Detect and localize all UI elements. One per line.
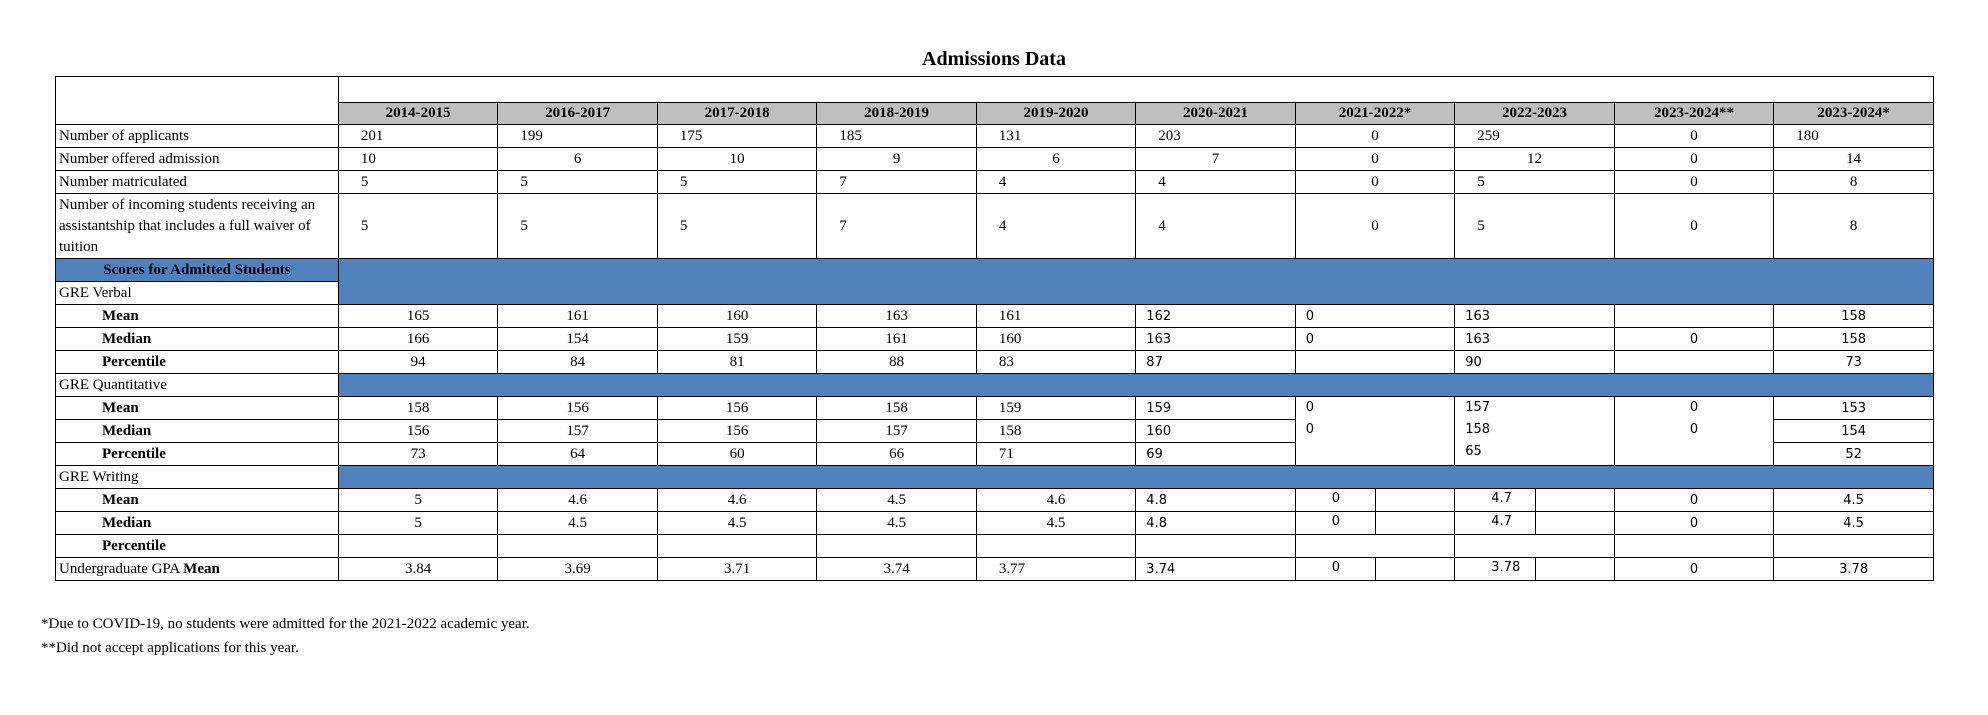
table-cell: 87 [1136,351,1295,374]
table-cell: 0 [1614,489,1773,512]
page-title: Admissions Data [922,48,1066,70]
table-cell: 157 [817,420,976,443]
table-cell: 0 [1614,148,1773,171]
split-blank [1375,512,1454,534]
table-cell: 0 [1295,328,1454,351]
table-cell: 165 [338,305,497,328]
table-cell: 14 [1774,148,1934,171]
table-cell: 5 [338,171,497,194]
corner-cell [56,77,339,125]
merged-value: 65 [1465,444,1482,459]
table-cell: 7 [1136,148,1295,171]
table-cell: 5 [1455,171,1614,194]
row-label: Median [56,420,339,443]
table-cell: 5 [657,194,816,259]
row-label: Number matriculated [56,171,339,194]
applicants-row [56,125,1934,148]
table-cell: 8 [1774,171,1934,194]
split-blank [1535,512,1614,534]
table-cell: 4.5 [1774,512,1934,535]
split-value: 0 [1331,491,1341,506]
table-cell: 156 [657,397,816,420]
table-cell: 166 [338,328,497,351]
section-band [338,466,1933,489]
year-header: 2018-2019 [817,103,976,125]
table-cell: 83 [976,351,1135,374]
table-cell: 175 [657,125,816,148]
row-label: Percentile [56,535,339,558]
table-cell: 69 [1136,443,1295,466]
table-cell: 66 [817,443,976,466]
table-cell: 0 [1295,148,1454,171]
table-cell: 161 [976,305,1135,328]
table-cell: 3.78 [1774,558,1934,581]
table-cell: 10 [657,148,816,171]
verbal-percentile-row [56,351,1934,374]
table-cell: 12 [1455,148,1614,171]
gpa-label-bold: Mean [183,560,220,577]
year-header: 2016-2017 [498,103,657,125]
row-label: Median [56,328,339,351]
year-header: 2023-2024** [1614,103,1773,125]
table-cell: 156 [338,420,497,443]
table-cell: 5 [498,194,657,259]
table-cell: 154 [1774,420,1934,443]
table-cell: 153 [1774,397,1934,420]
table-cell: 3.84 [338,558,497,581]
admissions-table [55,76,1934,581]
year-header: 2014-2015 [338,103,497,125]
table-cell: 4.5 [817,489,976,512]
scores-section-header: Scores for Admitted Students [56,259,339,282]
table-cell [338,535,497,558]
writing-percentile-row [56,535,1934,558]
table-cell: 5 [1455,194,1614,259]
table-cell: 5 [657,171,816,194]
table-cell: 4 [1136,171,1295,194]
table-cell: 6 [498,148,657,171]
table-cell: 157 [498,420,657,443]
section-band [338,374,1933,397]
table-cell: 4.8 [1136,489,1295,512]
table-cell: 158 [817,397,976,420]
scores-header-row [56,259,1934,282]
table-cell [1614,535,1773,558]
table-cell: 81 [657,351,816,374]
table-cell: 163 [1136,328,1295,351]
table-cell: 60 [657,443,816,466]
merged-value: 0 [1305,400,1315,415]
table-cell [1295,535,1454,558]
table-cell: 5 [338,512,497,535]
table-cell: 0 [1295,194,1454,259]
merged-value: 158 [1465,422,1491,437]
table-cell: 4.6 [657,489,816,512]
row-label: Mean [56,489,339,512]
table-cell: 73 [1774,351,1934,374]
table-cell: 4.6 [976,489,1135,512]
split-blank [1535,489,1614,511]
row-label: Number offered admission [56,148,339,171]
gre-verbal-label: GRE Verbal [56,282,339,305]
table-cell: 4.5 [976,512,1135,535]
table-cell: 0 [1614,171,1773,194]
split-value: 0 [1331,560,1341,575]
split-blank [1375,489,1454,511]
table-cell: 84 [498,351,657,374]
table-cell: 131 [976,125,1135,148]
matriculated-row [56,171,1934,194]
merged-cell-2023-2024 [1614,397,1773,466]
year-header: 2020-2021 [1136,103,1295,125]
table-cell: 160 [976,328,1135,351]
table-cell: 3.74 [1136,558,1295,581]
table-cell: 0 [1614,125,1773,148]
table-cell: 180 [1774,125,1934,148]
table-cell: 9 [817,148,976,171]
year-header: 2019-2020 [976,103,1135,125]
table-cell: 73 [338,443,497,466]
table-top-row [56,77,1934,103]
writing-mean-row [56,489,1934,512]
table-cell: 3.77 [976,558,1135,581]
table-cell: 88 [817,351,976,374]
table-cell: 159 [657,328,816,351]
table-cell [1774,535,1934,558]
table-cell: 0 [1614,512,1773,535]
table-cell [1455,535,1614,558]
table-cell: 71 [976,443,1135,466]
row-label: Percentile [56,351,339,374]
table-cell: 156 [498,397,657,420]
merged-cell-2022-2023 [1455,397,1614,466]
table-cell: 0 [1295,125,1454,148]
table-cell: 158 [1774,328,1934,351]
table-cell: 90 [1455,351,1614,374]
table-cell: 7 [817,194,976,259]
split-value: 0 [1331,514,1341,529]
table-cell: 158 [338,397,497,420]
gre-writing-label: GRE Writing [56,466,339,489]
table-cell: 163 [817,305,976,328]
gre-writing-row [56,466,1934,489]
table-cell: 156 [657,420,816,443]
merged-value: 0 [1305,422,1315,437]
footnote: *Due to COVID-19, no students were admitted for the 2021-2022 academic year. [41,616,530,632]
split-value: 3.78 [1491,560,1521,575]
split-cell [1455,489,1614,512]
table-cell: 158 [1774,305,1934,328]
table-cell: 159 [976,397,1135,420]
table-cell: 64 [498,443,657,466]
gpa-row [56,558,1934,581]
split-cell [1295,558,1454,581]
table-cell [1136,535,1295,558]
table-cell: 3.71 [657,558,816,581]
table-cell: 203 [1136,125,1295,148]
split-cell [1295,512,1454,535]
table-cell [1295,351,1454,374]
verbal-mean-row [56,305,1934,328]
writing-median-row [56,512,1934,535]
table-cell [976,535,1135,558]
assistantship-row [56,194,1934,259]
row-label: Mean [56,305,339,328]
table-cell: 0 [1295,171,1454,194]
footnote: **Did not accept applications for this year. [41,640,299,656]
table-cell: 5 [338,194,497,259]
table-cell: 6 [976,148,1135,171]
table-cell: 4.5 [498,512,657,535]
table-cell: 160 [657,305,816,328]
table-cell: 94 [338,351,497,374]
table-cell: 4.5 [1774,489,1934,512]
offered-row [56,148,1934,171]
table-cell: 161 [817,328,976,351]
split-value: 4.7 [1491,514,1512,529]
row-label: Mean [56,397,339,420]
table-cell: 160 [1136,420,1295,443]
merged-cell-2021-2022 [1295,397,1454,466]
footnotes [41,612,530,660]
table-cell: 259 [1455,125,1614,148]
table-cell: 5 [498,171,657,194]
table-cell: 0 [1614,328,1773,351]
section-band [338,259,1933,305]
table-cell: 4 [1136,194,1295,259]
table-cell: 0 [1614,558,1773,581]
split-cell [1455,558,1614,581]
gre-quant-row [56,374,1934,397]
merged-value: 157 [1465,400,1491,415]
table-cell [817,535,976,558]
top-blank-cell [338,77,1933,103]
table-cell: 159 [1136,397,1295,420]
table-cell [1614,351,1773,374]
table-cell [498,535,657,558]
table-cell: 199 [498,125,657,148]
table-cell: 163 [1455,328,1614,351]
table-cell: 4 [976,194,1135,259]
table-cell [1614,305,1773,328]
table-cell: 0 [1295,305,1454,328]
year-header: 2022-2023 [1455,103,1614,125]
table-cell: 4.8 [1136,512,1295,535]
table-cell [657,535,816,558]
row-label: Number of incoming students receiving an assistantship that includes a full waiver of tuition [56,194,339,259]
year-header: 2023-2024* [1774,103,1934,125]
merged-value: 0 [1689,422,1699,437]
table-cell: 3.69 [498,558,657,581]
table-cell: 4.6 [498,489,657,512]
table-cell: 5 [338,489,497,512]
split-blank [1535,558,1614,580]
table-cell: 201 [338,125,497,148]
split-blank [1375,558,1454,580]
gre-quant-label: GRE Quantitative [56,374,339,397]
gpa-label [56,558,339,581]
row-label: Percentile [56,443,339,466]
table-cell: 161 [498,305,657,328]
split-cell [1455,512,1614,535]
split-cell [1295,489,1454,512]
table-cell: 162 [1136,305,1295,328]
row-label: Median [56,512,339,535]
table-cell: 158 [976,420,1135,443]
table-cell: 154 [498,328,657,351]
table-cell: 4.5 [657,512,816,535]
table-cell: 185 [817,125,976,148]
table-cell: 0 [1614,194,1773,259]
merged-value: 0 [1689,400,1699,415]
year-header: 2017-2018 [657,103,816,125]
table-cell: 10 [338,148,497,171]
table-cell: 4.5 [817,512,976,535]
table-cell: 163 [1455,305,1614,328]
table-cell: 52 [1774,443,1934,466]
table-cell: 8 [1774,194,1934,259]
verbal-median-row [56,328,1934,351]
split-value: 4.7 [1491,491,1512,506]
table-cell: 3.74 [817,558,976,581]
table-cell: 7 [817,171,976,194]
table-cell: 4 [976,171,1135,194]
gpa-label-text: Undergraduate GPA [59,560,184,577]
quant-mean-row [56,397,1934,420]
row-label: Number of applicants [56,125,339,148]
year-header: 2021-2022* [1295,103,1454,125]
